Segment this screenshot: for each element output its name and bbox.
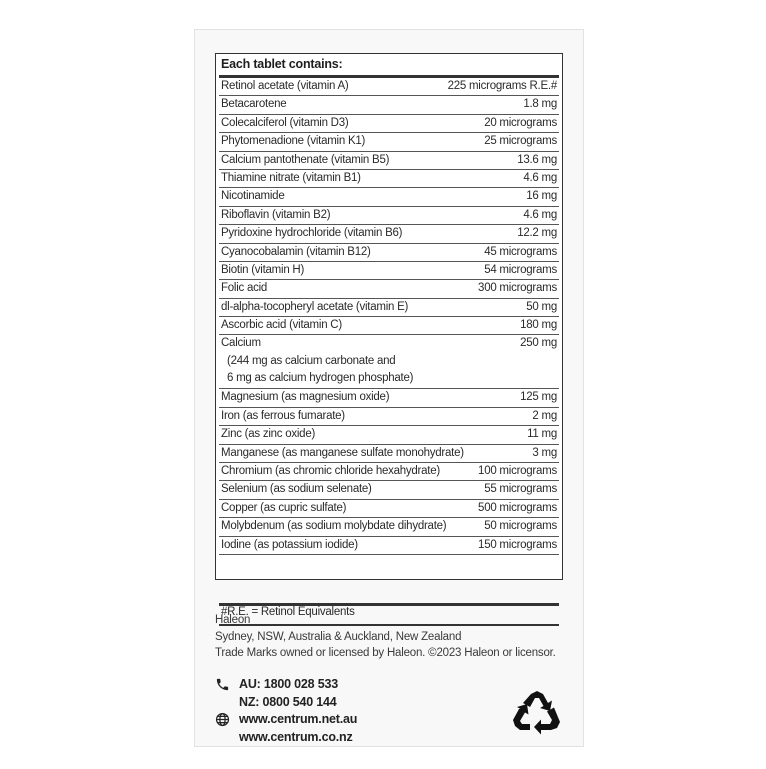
ingredient-name: Thiamine nitrate (vitamin B1) — [221, 171, 361, 184]
table-row — [219, 133, 559, 151]
ingredient-amount: 4.6 mg — [523, 208, 557, 221]
table-row — [219, 317, 559, 335]
ingredient-amount: 54 micrograms — [484, 263, 557, 276]
table-row — [219, 188, 559, 206]
website-nz[interactable]: www.centrum.co.nz — [239, 729, 353, 744]
ingredient-name: Colecalciferol (vitamin D3) — [221, 116, 349, 129]
table-row — [219, 537, 559, 555]
ingredient-amount: 1.8 mg — [523, 98, 557, 111]
ingredient-name: Folic acid — [221, 282, 268, 295]
ingredient-amount: 11 mg — [527, 428, 557, 441]
ingredient-name: Iodine (as potassium iodide) — [221, 538, 358, 551]
table-row — [219, 299, 559, 317]
table-row — [219, 115, 559, 133]
table-row — [219, 207, 559, 225]
ingredient-amount: 4.6 mg — [523, 171, 557, 184]
ingredient-amount: 16 mg — [526, 190, 557, 203]
ingredient-amount: 250 mg — [520, 337, 557, 350]
ingredient-amount: 180 mg — [520, 319, 557, 332]
ingredient-amount: 13.6 mg — [517, 153, 557, 166]
ingredient-amount: 55 micrograms — [484, 483, 557, 496]
ingredient-detail: (244 mg as calcium carbonate and — [227, 354, 396, 367]
ingredient-detail: 6 mg as calcium hydrogen phosphate) — [227, 372, 414, 385]
phone-icon — [215, 677, 239, 693]
ingredient-amount: 2 mg — [532, 409, 557, 422]
ingredient-name: Copper (as cupric sulfate) — [221, 501, 347, 514]
ingredient-amount: 50 mg — [526, 300, 557, 313]
table-row — [219, 280, 559, 298]
ingredient-name: Pyridoxine hydrochloride (vitamin B6) — [221, 227, 403, 240]
table-row — [219, 225, 559, 243]
table-row — [219, 518, 559, 536]
ingredient-amount: 125 mg — [520, 391, 557, 404]
ingredient-name: Selenium (as sodium selenate) — [221, 483, 372, 496]
table-row — [219, 426, 559, 444]
ingredient-amount: 20 micrograms — [484, 116, 557, 129]
table-row — [219, 389, 559, 407]
ingredient-amount: 25 micrograms — [484, 135, 557, 148]
nutrition-table — [215, 53, 563, 618]
table-row — [219, 500, 559, 518]
table-row — [219, 408, 559, 426]
ingredient-amount: 500 micrograms — [478, 501, 557, 514]
ingredient-name: Ascorbic acid (vitamin C) — [221, 319, 342, 332]
ingredient-name: Magnesium (as magnesium oxide) — [221, 391, 390, 404]
table-row — [219, 152, 559, 170]
table-row — [219, 262, 559, 280]
ingredient-name: Molybdenum (as sodium molybdate dihydrate) — [221, 520, 447, 533]
ingredient-name: Riboflavin (vitamin B2) — [221, 208, 331, 221]
contact-info — [215, 676, 357, 746]
ingredient-name: dl-alpha-tocopheryl acetate (vitamin E) — [221, 300, 409, 313]
ingredient-name: Calcium pantothenate (vitamin B5) — [221, 153, 390, 166]
recycle-icon — [512, 690, 562, 736]
ingredient-amount: 12.2 mg — [517, 227, 557, 240]
ingredient-name: Manganese (as manganese sulfate monohydrate) — [221, 446, 464, 459]
footnote: #R.E. = Retinol Equivalents — [221, 606, 355, 618]
table-row — [219, 78, 559, 96]
ingredient-amount: 3 mg — [532, 446, 557, 459]
table-rows — [219, 78, 559, 555]
ingredient-name: Phytomenadione (vitamin K1) — [221, 135, 366, 148]
table-row — [219, 96, 559, 114]
ingredient-name: Calcium — [221, 337, 261, 350]
table-row — [219, 335, 559, 389]
ingredient-amount: 100 micrograms — [478, 465, 557, 478]
ingredient-amount: 225 micrograms R.E.# — [447, 80, 557, 92]
company-location: Sydney, NSW, Australia & Auckland, New Zealand — [215, 630, 462, 643]
company-name: Haleon — [215, 614, 251, 626]
table-row — [219, 244, 559, 262]
company-info — [215, 612, 556, 662]
table-row — [219, 463, 559, 481]
ingredient-name: Iron (as ferrous fumarate) — [221, 409, 345, 422]
ingredient-name: Chromium (as chromic chloride hexahydrate) — [221, 465, 440, 478]
ingredient-name: Biotin (vitamin H) — [221, 263, 305, 276]
ingredient-amount: 150 micrograms — [478, 538, 557, 551]
ingredient-name: Zinc (as zinc oxide) — [221, 428, 316, 441]
phone-au[interactable]: AU: 1800 028 533 — [239, 677, 338, 691]
globe-icon — [215, 712, 239, 728]
ingredient-amount: 50 micrograms — [484, 520, 557, 533]
website-au[interactable]: www.centrum.net.au — [239, 712, 358, 726]
ingredient-amount: 45 micrograms — [484, 245, 557, 258]
table-row — [219, 445, 559, 463]
ingredient-name: Retinol acetate (vitamin A) — [221, 80, 349, 92]
ingredient-name: Betacarotene — [221, 98, 287, 111]
trademark-notice: Trade Marks owned or licensed by Haleon. ©2023 Haleon or licensor. — [215, 647, 556, 659]
table-row — [219, 170, 559, 188]
phone-nz[interactable]: NZ: 0800 540 144 — [239, 694, 337, 709]
ingredient-name: Nicotinamide — [221, 190, 285, 203]
table-row — [219, 481, 559, 499]
table-title: Each tablet contains: — [221, 57, 343, 71]
ingredient-amount: 300 micrograms — [478, 282, 557, 295]
ingredient-name: Cyanocobalamin (vitamin B12) — [221, 245, 371, 258]
